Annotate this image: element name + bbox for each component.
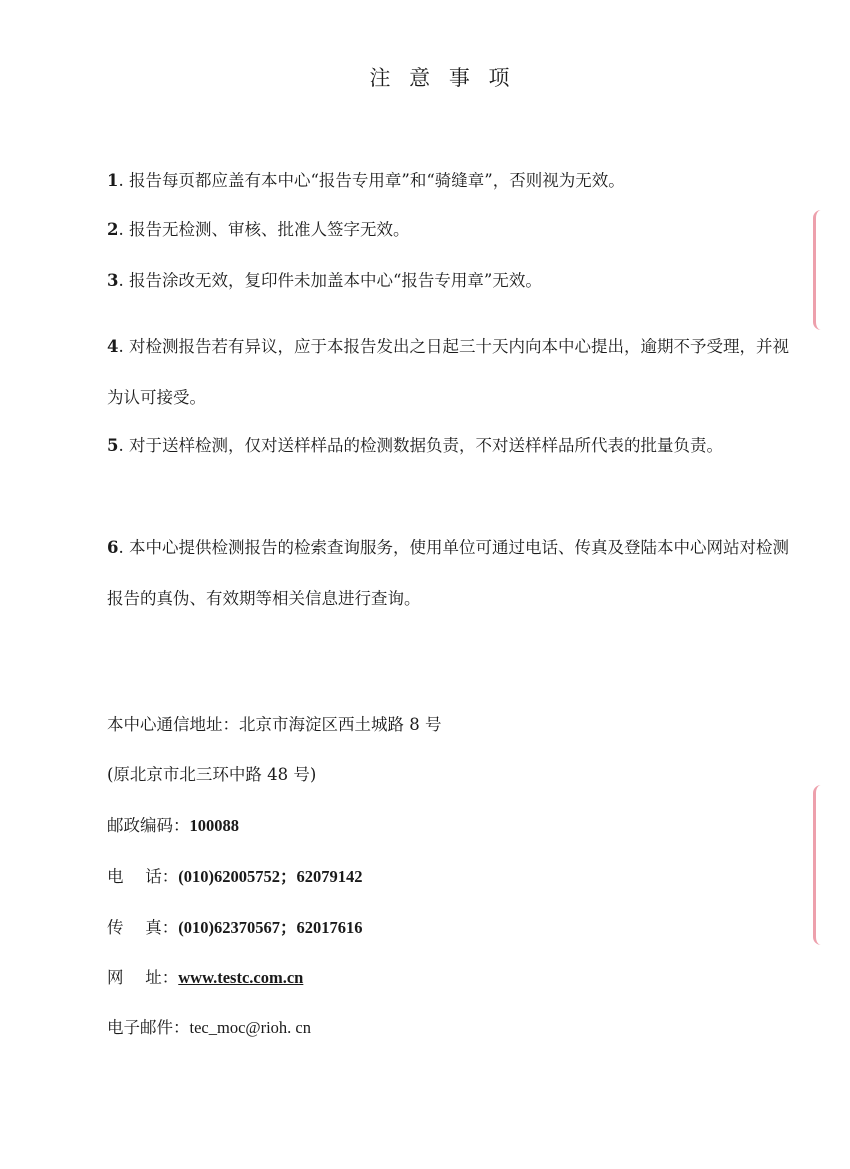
notice-text: 报告涂改无效，复印件未加盖本中心“报告专用章”无效。	[128, 271, 542, 290]
notice-text: 对检测报告若有异议，应于本报告发出之日起三十天内向本中心提出，逾期不予受理，并视为认可接受。	[107, 337, 789, 407]
email-value: tec_moc@rioh. cn	[189, 1018, 311, 1037]
fax-value: (010)62370567；62017616	[178, 918, 363, 937]
contact-website	[107, 967, 303, 989]
phone-value: (010)62005752；62079142	[178, 867, 363, 886]
contact-postcode	[107, 815, 239, 837]
notice-text: 报告每页都应盖有本中心“报告专用章”和“骑缝章”，否则视为无效。	[128, 171, 625, 190]
website-link[interactable]: www.testc.com.cn	[178, 968, 304, 987]
postcode-value: 100088	[189, 816, 239, 835]
notice-item-6	[107, 522, 799, 624]
notice-separator: .	[118, 171, 129, 190]
contact-email	[107, 1017, 311, 1039]
notice-separator: .	[118, 337, 129, 356]
postcode-label: 邮政编码：	[107, 816, 190, 835]
notice-number: 4	[107, 337, 119, 356]
email-label: 电子邮件：	[107, 1018, 190, 1037]
document-title: 注 意 事 项	[369, 66, 516, 90]
notice-item-5	[107, 420, 799, 471]
notice-number: 2	[107, 220, 119, 239]
website-label: 网 址：	[107, 968, 179, 987]
seam-seal-mark-bottom	[813, 785, 828, 945]
notice-separator: .	[118, 436, 129, 455]
contact-fax	[107, 917, 363, 939]
notice-number: 3	[107, 271, 119, 290]
notice-item-4	[107, 321, 799, 423]
address-value: 北京市海淀区西土城路 8 号	[239, 715, 442, 734]
seam-seal-mark-top	[813, 210, 828, 330]
contact-address	[107, 714, 442, 736]
notice-item-1	[107, 170, 799, 192]
notice-number: 5	[107, 436, 119, 455]
notice-separator: .	[118, 271, 129, 290]
contact-former-address	[107, 764, 316, 786]
fax-label: 传 真：	[107, 918, 179, 937]
notice-number: 1	[107, 171, 119, 190]
notice-item-3	[107, 270, 799, 292]
contact-phone	[107, 866, 363, 888]
notice-separator: .	[118, 538, 129, 557]
phone-label: 电 话：	[107, 867, 179, 886]
address-label: 本中心通信地址：	[107, 715, 239, 734]
notice-text: 报告无检测、审核、批准人签字无效。	[128, 220, 410, 239]
notice-text: 本中心提供检测报告的检索查询服务，使用单位可通过电话、传真及登陆本中心网站对检测报告的真伪、有效期等相关信息进行查询。	[107, 538, 789, 608]
former-address-value: (原北京市北三环中路 48 号)	[107, 765, 317, 784]
notice-number: 6	[107, 538, 119, 557]
notice-item-2	[107, 219, 799, 241]
notice-text: 对于送样检测，仅对送样样品的检测数据负责，不对送样样品所代表的批量负责。	[128, 436, 723, 455]
notice-separator: .	[118, 220, 129, 239]
